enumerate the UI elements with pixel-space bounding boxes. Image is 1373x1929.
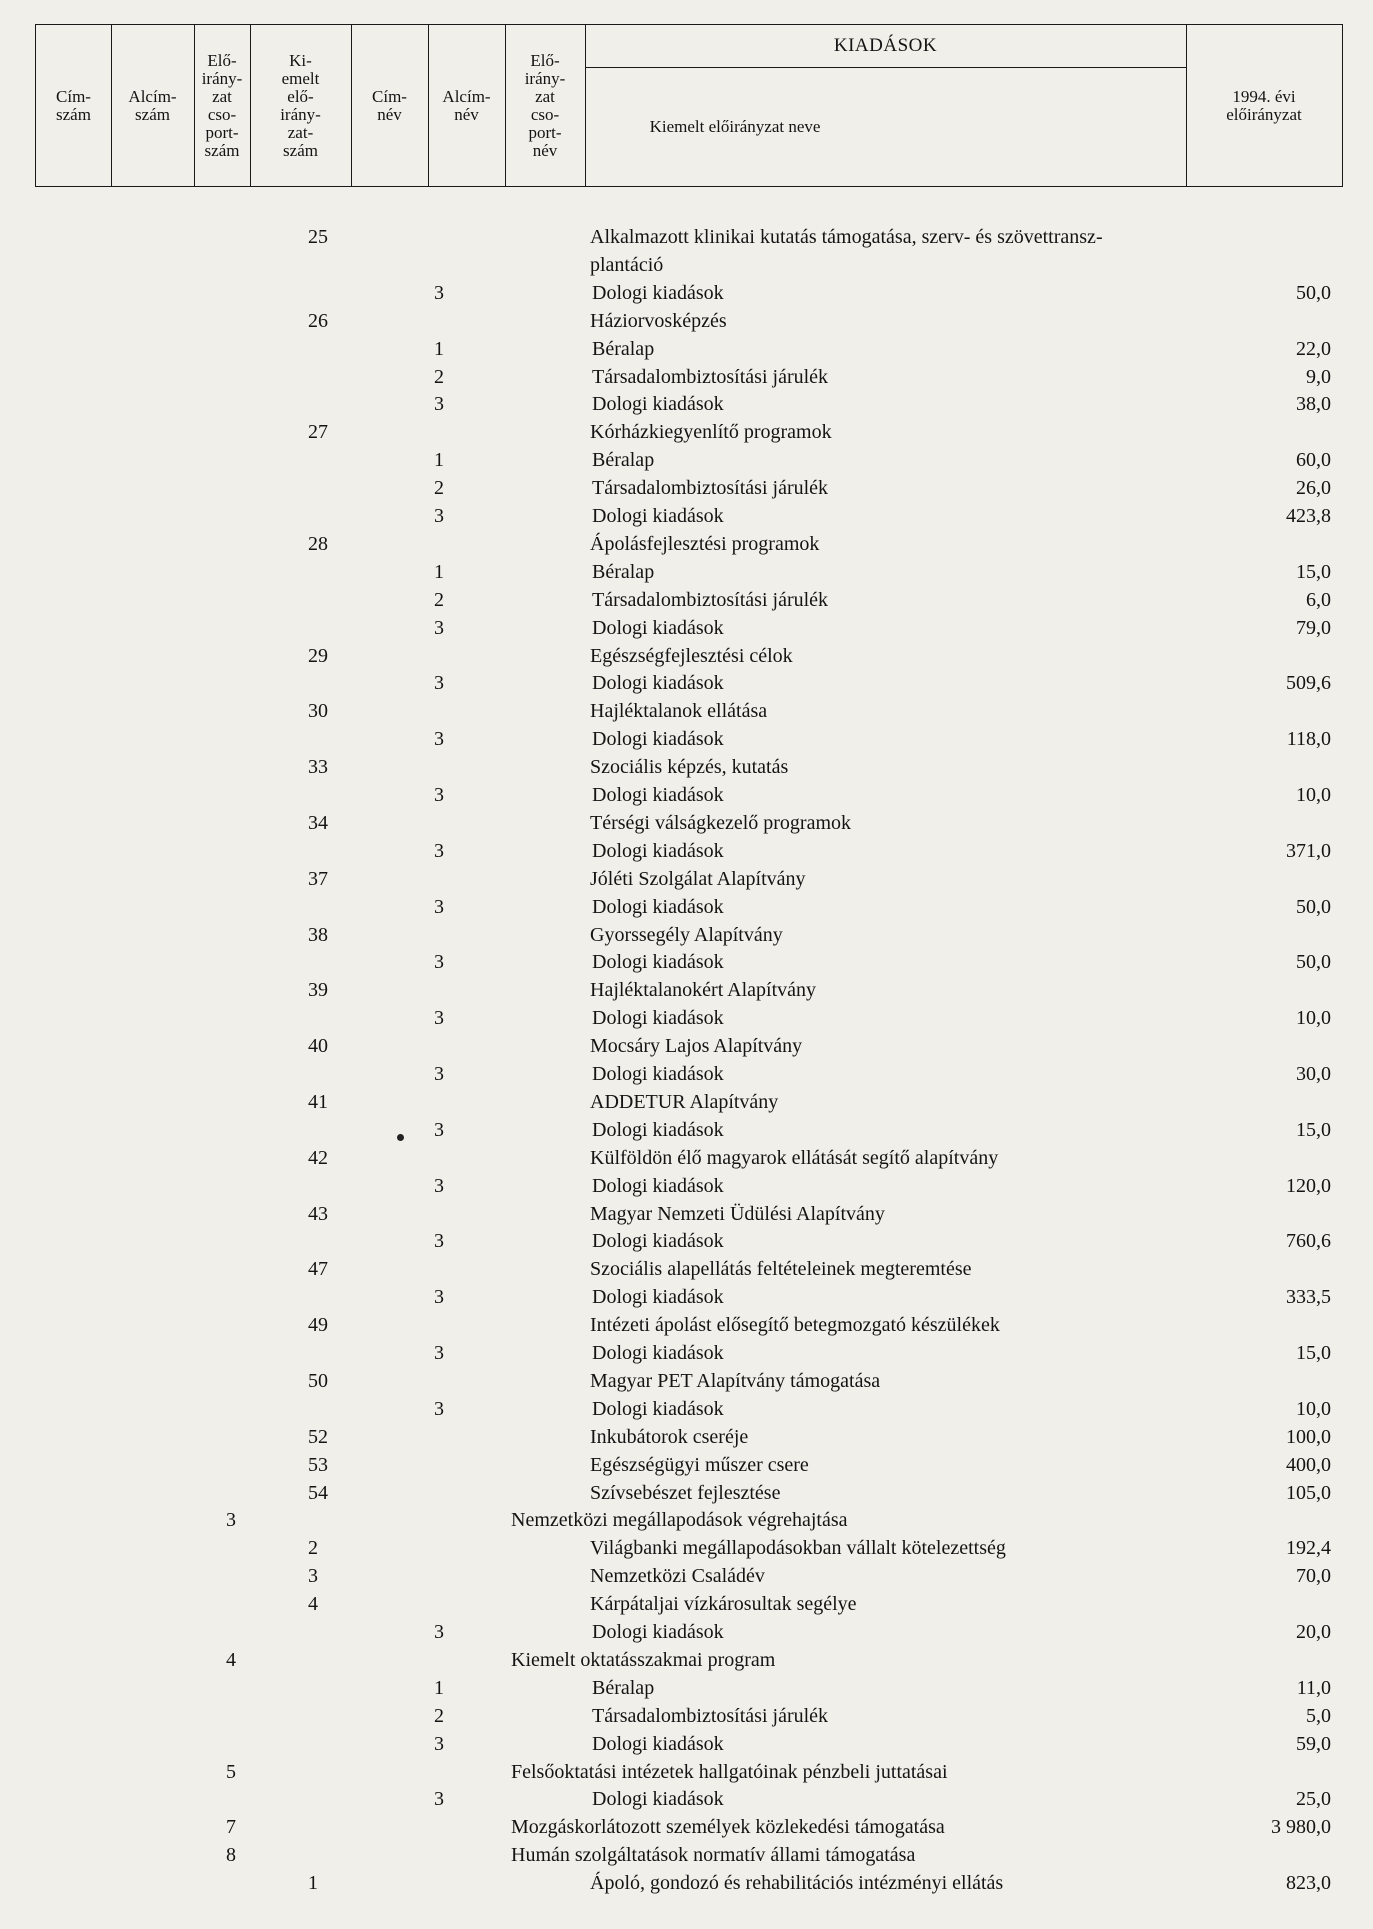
cell-t3: 3 (434, 728, 444, 751)
cell-t5: Jóléti Szolgálat Alapítvány (590, 867, 806, 890)
header-alcim-nev: Alcím- név (442, 86, 491, 124)
cell-val: 11,0 (1296, 1676, 1331, 1699)
cell-t6: Dologi kiadások (592, 1397, 724, 1420)
table-row (0, 1563, 1373, 1591)
table-row (0, 587, 1373, 615)
table-row (0, 754, 1373, 782)
cell-t5: Térségi válságkezelő programok (590, 811, 852, 834)
table-row (0, 1145, 1373, 1173)
cell-t4: Kiemelt oktatásszakmai program (511, 1648, 776, 1671)
table-row (0, 475, 1373, 503)
header-cim-szam: Cím- szám (56, 86, 91, 124)
table-row (0, 1814, 1373, 1842)
cell-t5: Hajléktalanokért Alapítvány (590, 979, 817, 1002)
cell-t5: ADDETUR Alapítvány (590, 1090, 779, 1113)
table-row (0, 1424, 1373, 1452)
cell-cso: 38 (308, 923, 328, 946)
cell-cso: 39 (308, 979, 328, 1002)
cell-cso: 28 (308, 532, 328, 555)
cell-val: 70,0 (1296, 1565, 1331, 1588)
cell-val: 38,0 (1296, 393, 1331, 416)
cell-t6: Társadalombiztosítási járulék (592, 1704, 829, 1727)
cell-cso: 3 (308, 1565, 318, 1588)
cell-cso: 34 (308, 811, 328, 834)
cell-t3: 3 (434, 951, 444, 974)
cell-cso: 43 (308, 1202, 328, 1225)
cell-t6: Dologi kiadások (592, 1230, 724, 1253)
cell-val: 400,0 (1286, 1453, 1331, 1476)
cell-alcim: 8 (226, 1844, 236, 1867)
table-row (0, 1312, 1373, 1340)
table-row (0, 1173, 1373, 1201)
table-row (0, 1647, 1373, 1675)
cell-t5: Magyar Nemzeti Üdülési Alapítvány (590, 1202, 885, 1225)
cell-val: 15,0 (1296, 560, 1331, 583)
cell-t3: 3 (434, 505, 444, 527)
cell-t6: Dologi kiadások (592, 616, 724, 639)
cell-val: 760,6 (1286, 1230, 1331, 1253)
table-row (0, 615, 1373, 643)
cell-val: 192,4 (1286, 1537, 1331, 1560)
cell-t3: 3 (434, 1788, 444, 1811)
cell-t3: 2 (434, 477, 444, 500)
cell-t6: Dologi kiadások (592, 1063, 724, 1085)
cell-t5: Inkubátorok cseréje (590, 1425, 749, 1448)
header-kiadasok: KIADÁSOK (833, 35, 938, 56)
table-row (0, 810, 1373, 838)
table-row (0, 922, 1373, 950)
cell-cso: 26 (308, 309, 328, 332)
table-row (0, 1675, 1373, 1703)
cell-t5: Nemzetközi Családév (590, 1565, 765, 1588)
cell-cso: 50 (308, 1369, 328, 1392)
cell-cso: 40 (308, 1035, 328, 1058)
cell-t4: Nemzetközi megállapodások végrehajtása (511, 1509, 848, 1532)
cell-cso: 33 (308, 756, 328, 779)
cell-cso: 37 (308, 867, 328, 890)
table-row (0, 559, 1373, 587)
header-cim-nev: Cím- név (372, 86, 407, 124)
cell-t5: Hajléktalanok ellátása (590, 700, 768, 723)
cell-cso: 25 (308, 226, 328, 248)
cell-val: 9,0 (1306, 365, 1331, 388)
table-row (0, 1591, 1373, 1619)
table-row (0, 1340, 1373, 1368)
table-row (0, 336, 1373, 364)
table-row (0, 949, 1373, 977)
cell-val: 823,0 (1286, 1872, 1331, 1895)
cell-cso: 47 (308, 1258, 328, 1281)
cell-alcim: 7 (226, 1816, 236, 1839)
cell-t6: Társadalombiztosítási járulék (592, 365, 829, 388)
cell-val: 50,0 (1296, 281, 1331, 304)
cell-cso: 41 (308, 1090, 328, 1113)
table-row (0, 782, 1373, 810)
header-eloiranyzat-csoport-szam: Elő- irány- zat cso- port- szám (201, 50, 243, 160)
table-row (0, 280, 1373, 308)
cell-t3: 2 (434, 1704, 444, 1727)
table-row (0, 1089, 1373, 1117)
header-kiemelt-eloiranyzat-szam: Ki- emelt elő- irány- zat- szám (280, 50, 321, 160)
cell-t5: Ápoló, gondozó és rehabilitációs intézményi ellátás (590, 1872, 1004, 1895)
table-row (0, 1201, 1373, 1229)
cell-t6: Dologi kiadások (592, 1118, 724, 1141)
table-row (0, 643, 1373, 671)
cell-t6: Dologi kiadások (592, 728, 724, 751)
table-row (0, 419, 1373, 447)
table-row (0, 1256, 1373, 1284)
cell-cso: 4 (308, 1593, 318, 1616)
cell-val: 371,0 (1286, 839, 1331, 862)
cell-t3: 3 (434, 895, 444, 918)
cell-t5: Mocsáry Lajos Alapítvány (590, 1035, 803, 1058)
cell-t3: 2 (434, 365, 444, 388)
table-row (0, 447, 1373, 475)
cell-t6: Dologi kiadások (592, 1732, 724, 1755)
table-row (0, 503, 1373, 531)
cell-val: 10,0 (1296, 1397, 1331, 1420)
table-row (0, 391, 1373, 419)
cell-t4: Mozgáskorlátozott személyek közlekedési támogatása (511, 1816, 945, 1839)
cell-t6: Társadalombiztosítási járulék (592, 477, 829, 500)
cell-alcim: 4 (226, 1648, 236, 1671)
table-row (0, 224, 1373, 252)
cell-cso: 27 (308, 421, 328, 444)
table-row (0, 894, 1373, 922)
cell-t3: 3 (434, 1007, 444, 1030)
table-row (0, 1005, 1373, 1033)
cell-t6: Béralap (592, 560, 655, 583)
cell-t6: Dologi kiadások (592, 839, 724, 862)
cell-t3: 3 (434, 1342, 444, 1364)
cell-val: 22,0 (1296, 337, 1331, 360)
table-row (0, 1228, 1373, 1256)
cell-val: 20,0 (1296, 1621, 1331, 1643)
table-row (0, 1033, 1373, 1061)
table-row (0, 252, 1373, 280)
cell-t4: Humán szolgáltatások normatív állami támogatása (511, 1844, 916, 1867)
cell-t5: Szociális alapellátás feltételeinek megteremtése (590, 1258, 972, 1281)
cell-val: 50,0 (1296, 895, 1331, 918)
cell-val: 15,0 (1296, 1342, 1331, 1364)
cell-val: 10,0 (1296, 1007, 1331, 1030)
cell-t6: Dologi kiadások (592, 1286, 724, 1309)
cell-t6: Társadalombiztosítási járulék (592, 588, 829, 611)
cell-t3: 3 (434, 393, 444, 416)
table-row (0, 531, 1373, 559)
table-row (0, 308, 1373, 336)
table-row (0, 698, 1373, 726)
cell-val: 118,0 (1286, 728, 1331, 751)
cell-val: 59,0 (1296, 1732, 1331, 1755)
cell-val: 105,0 (1286, 1481, 1331, 1504)
table-row (0, 1535, 1373, 1563)
cell-t5: Világbanki megállapodásokban vállalt kötelezettség (590, 1537, 1006, 1560)
header-kiemelt-eloiranyzat-neve: Kiemelt előirányzat neve (649, 116, 821, 136)
cell-t5: plantáció (590, 253, 664, 276)
cell-val: 5,0 (1306, 1704, 1331, 1727)
cell-t5: Kárpátaljai vízkárosultak segélye (590, 1593, 857, 1616)
header-alcim-szam: Alcím- szám (128, 86, 177, 124)
cell-val: 509,6 (1286, 672, 1331, 695)
cell-t3: 3 (434, 616, 444, 639)
cell-t5: Háziorvosképzés (590, 309, 727, 332)
cell-val: 30,0 (1296, 1063, 1331, 1085)
cell-val: 15,0 (1296, 1118, 1331, 1141)
table-row (0, 1759, 1373, 1787)
table-row (0, 1703, 1373, 1731)
table-row (0, 977, 1373, 1005)
cell-t6: Dologi kiadások (592, 281, 724, 304)
cell-cso: 2 (308, 1537, 318, 1560)
cell-val: 333,5 (1286, 1286, 1331, 1309)
cell-t6: Dologi kiadások (592, 505, 724, 527)
cell-t6: Dologi kiadások (592, 672, 724, 695)
cell-t5: Külföldön élő magyarok ellátását segítő alapítvány (590, 1146, 999, 1169)
cell-val: 10,0 (1296, 784, 1331, 806)
cell-cso: 54 (308, 1481, 328, 1504)
cell-t5: Kórházkiegyenlítő programok (590, 421, 832, 444)
cell-cso: 52 (308, 1425, 328, 1448)
table-row (0, 1619, 1373, 1647)
cell-t5: Intézeti ápolást elősegítő betegmozgató készülékek (590, 1314, 1000, 1337)
cell-t5: Magyar PET Alapítvány támogatása (590, 1369, 881, 1392)
cell-t3: 3 (434, 1732, 444, 1755)
cell-t3: 1 (434, 560, 444, 583)
table-row (0, 838, 1373, 866)
cell-cso: 53 (308, 1453, 328, 1476)
cell-cso: 30 (308, 700, 328, 723)
cell-t5: Egészségfejlesztési célok (590, 644, 793, 667)
table-row (0, 1480, 1373, 1508)
table-row (0, 1284, 1373, 1312)
cell-val: 26,0 (1296, 477, 1331, 500)
cell-t6: Dologi kiadások (592, 1621, 724, 1643)
table-row (0, 670, 1373, 698)
cell-alcim: 5 (226, 1760, 236, 1783)
cell-cso: 42 (308, 1146, 328, 1169)
table-row (0, 1396, 1373, 1424)
cell-cso: 1 (308, 1872, 318, 1895)
table-row (0, 1842, 1373, 1870)
cell-t6: Dologi kiadások (592, 951, 724, 974)
cell-val: 79,0 (1296, 616, 1331, 639)
cell-t5: Gyorssegély Alapítvány (590, 923, 783, 946)
table-row (0, 1117, 1373, 1145)
table-row (0, 866, 1373, 894)
cell-val: 423,8 (1286, 505, 1331, 527)
cell-val: 50,0 (1296, 951, 1331, 974)
cell-t3: 1 (434, 1676, 444, 1699)
cell-val: 25,0 (1296, 1788, 1331, 1811)
table-row (0, 726, 1373, 754)
cell-t3: 3 (434, 1286, 444, 1309)
table-row (0, 1731, 1373, 1759)
cell-t3: 3 (434, 1397, 444, 1420)
cell-cso: 29 (308, 644, 328, 667)
table-row (0, 1786, 1373, 1814)
cell-t3: 3 (434, 1230, 444, 1253)
cell-t3: 1 (434, 337, 444, 360)
cell-val: 60,0 (1296, 449, 1331, 472)
cell-val: 120,0 (1286, 1174, 1331, 1197)
cell-t3: 3 (434, 784, 444, 806)
cell-t5: Egészségügyi műszer csere (590, 1453, 809, 1476)
cell-t5: Alkalmazott klinikai kutatás támogatása, szerv- és szövettransz- (590, 226, 1103, 248)
cell-t6: Dologi kiadások (592, 1342, 724, 1364)
cell-val: 3 980,0 (1271, 1816, 1331, 1839)
cell-t6: Dologi kiadások (592, 784, 724, 806)
cell-t3: 3 (434, 281, 444, 304)
table-row (0, 1061, 1373, 1089)
cell-t3: 1 (434, 449, 444, 472)
scan-speck (397, 1134, 404, 1141)
cell-t3: 3 (434, 1174, 444, 1197)
header-eloiranyzat-csoport-nev: Elő- irány- zat cso- port- név (524, 50, 566, 160)
cell-val: 100,0 (1286, 1425, 1331, 1448)
cell-t6: Dologi kiadások (592, 393, 724, 416)
cell-t6: Dologi kiadások (592, 1007, 724, 1030)
cell-t3: 3 (434, 1118, 444, 1141)
cell-t3: 2 (434, 588, 444, 611)
cell-t6: Béralap (592, 449, 655, 472)
cell-t6: Béralap (592, 337, 655, 360)
cell-t3: 3 (434, 839, 444, 862)
cell-t6: Béralap (592, 1676, 655, 1699)
table-row (0, 1452, 1373, 1480)
cell-t6: Dologi kiadások (592, 895, 724, 918)
cell-cso: 49 (308, 1314, 328, 1337)
header-eloiranyzat-1994: 1994. évi előirányzat (1226, 86, 1302, 124)
cell-t4: Felsőoktatási intézetek hallgatóinak pénzbeli juttatásai (511, 1760, 948, 1783)
cell-t3: 3 (434, 1063, 444, 1085)
table-row (0, 1870, 1373, 1898)
cell-t6: Dologi kiadások (592, 1788, 724, 1811)
cell-t5: Ápolásfejlesztési programok (590, 532, 820, 555)
table-row (0, 1507, 1373, 1535)
table-row (0, 364, 1373, 392)
cell-t5: Szociális képzés, kutatás (590, 756, 789, 779)
cell-t6: Dologi kiadások (592, 1174, 724, 1197)
cell-t3: 3 (434, 1621, 444, 1643)
cell-t3: 3 (434, 672, 444, 695)
cell-val: 6,0 (1306, 588, 1331, 611)
cell-alcim: 3 (226, 1509, 236, 1532)
cell-t5: Szívsebészet fejlesztése (590, 1481, 781, 1504)
table-row (0, 1368, 1373, 1396)
